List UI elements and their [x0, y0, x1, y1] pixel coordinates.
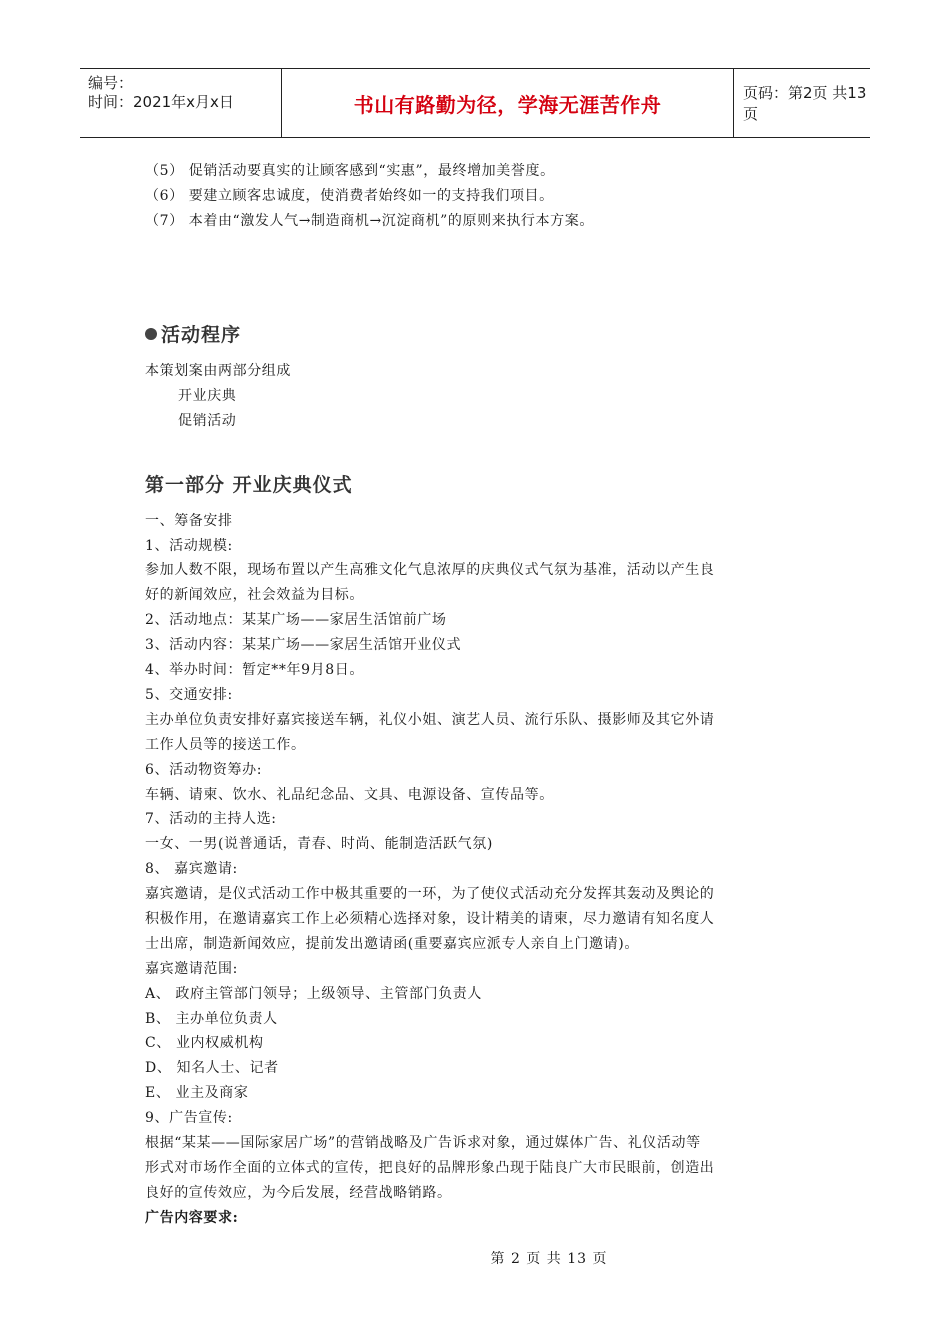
header-motto: 书山有路勤为径，学海无涯苦作舟: [353, 92, 662, 117]
body-line: 一、筹备安排: [145, 513, 233, 529]
header-motto-cell: [281, 69, 734, 137]
body-line: C、 业内权威机构: [145, 1035, 264, 1051]
body-line: 车辆、请柬、饮水、礼品纪念品、文具、电源设备、宣传品等。: [145, 787, 554, 803]
body-line: A、 政府主管部门领导；上级领导、主管部门负责人: [145, 986, 482, 1002]
body-line: 主办单位负责安排好嘉宾接送车辆，礼仪小姐、演艺人员、流行乐队、摄影师及其它外请: [145, 712, 715, 728]
header-page-cell: [733, 69, 870, 137]
body-line: 4、举办时间：暂定**年9月8日。: [145, 662, 364, 678]
section-heading-program: [145, 320, 241, 347]
program-lead: 本策划案由两部分组成: [145, 363, 291, 379]
body-line: 9、广告宣传:: [145, 1110, 233, 1126]
footer-page-number: 第 2 页 共 13 页: [490, 1251, 608, 1267]
body-line: 1、活动规模:: [145, 538, 233, 554]
part-one-title: 第一部分 开业庆典仪式: [145, 474, 353, 496]
header-number: 编号：: [88, 74, 134, 92]
body-line: 8、 嘉宾邀请:: [145, 861, 238, 877]
ad-requirements-heading: 广告内容要求:: [145, 1210, 239, 1226]
program-part: 开业庆典: [178, 388, 237, 404]
section-heading-text: 活动程序: [161, 324, 242, 346]
page-footer: [0, 1248, 950, 1268]
body-line: 嘉宾邀请，是仪式活动工作中极其重要的一环，为了使仪式活动充分发挥其轰动及舆论的: [145, 886, 715, 902]
header-time: 时间：2021年x月x日: [88, 93, 234, 111]
body-line: B、 主办单位负责人: [145, 1011, 278, 1027]
body-line: D、 知名人士、记者: [145, 1060, 279, 1076]
body-line: 嘉宾邀请范围:: [145, 961, 238, 977]
body-line: 工作人员等的接送工作。: [145, 737, 306, 753]
body-line: 参加人数不限，现场布置以产生高雅文化气息浓厚的庆典仪式气氛为基准，活动以产生良: [145, 562, 715, 578]
body-line: 2、活动地点：某某广场——家居生活馆前广场: [145, 612, 447, 628]
body-line: 3、活动内容：某某广场——家居生活馆开业仪式: [145, 637, 462, 653]
program-part: 促销活动: [178, 413, 237, 429]
body-line: 积极作用，在邀请嘉宾工作上必须精心选择对象，设计精美的请柬，尽力邀请有知名度人: [145, 911, 715, 927]
header-page-number: 页码：第2页 共13页: [743, 84, 867, 123]
body-line: E、 业主及商家: [145, 1085, 249, 1101]
intro-item: （5） 促销活动要真实的让顾客感到“实惠”，最终增加美誉度。: [145, 163, 555, 179]
body-line: 形式对市场作全面的立体式的宣传，把良好的品牌形象凸现于陆良广大市民眼前，创造出: [145, 1160, 715, 1176]
body-line: 6、活动物资筹办:: [145, 762, 263, 778]
intro-item: （6） 要建立顾客忠诚度，使消费者始终如一的支持我们项目。: [145, 188, 554, 204]
intro-item: （7） 本着由“激发人气→制造商机→沉淀商机”的原则来执行本方案。: [145, 213, 594, 229]
bullet-icon: [145, 328, 157, 340]
body-line: 士出席，制造新闻效应，提前发出邀请函(重要嘉宾应派专人亲自上门邀请)。: [145, 936, 639, 952]
body-line: 一女、一男(说普通话，青春、时尚、能制造活跃气氛): [145, 836, 493, 852]
body-line: 根据“某某——国际家居广场”的营销战略及广告诉求对象，通过媒体广告、礼仪活动等: [145, 1135, 701, 1151]
body-line: 好的新闻效应，社会效益为目标。: [145, 587, 364, 603]
page-header: [80, 68, 870, 138]
body-line: 良好的宣传效应，为今后发展，经营战略销路。: [145, 1185, 452, 1201]
header-meta-cell: [80, 69, 280, 137]
body-line: 5、交通安排:: [145, 687, 233, 703]
body-line: 7、活动的主持人选:: [145, 811, 277, 827]
